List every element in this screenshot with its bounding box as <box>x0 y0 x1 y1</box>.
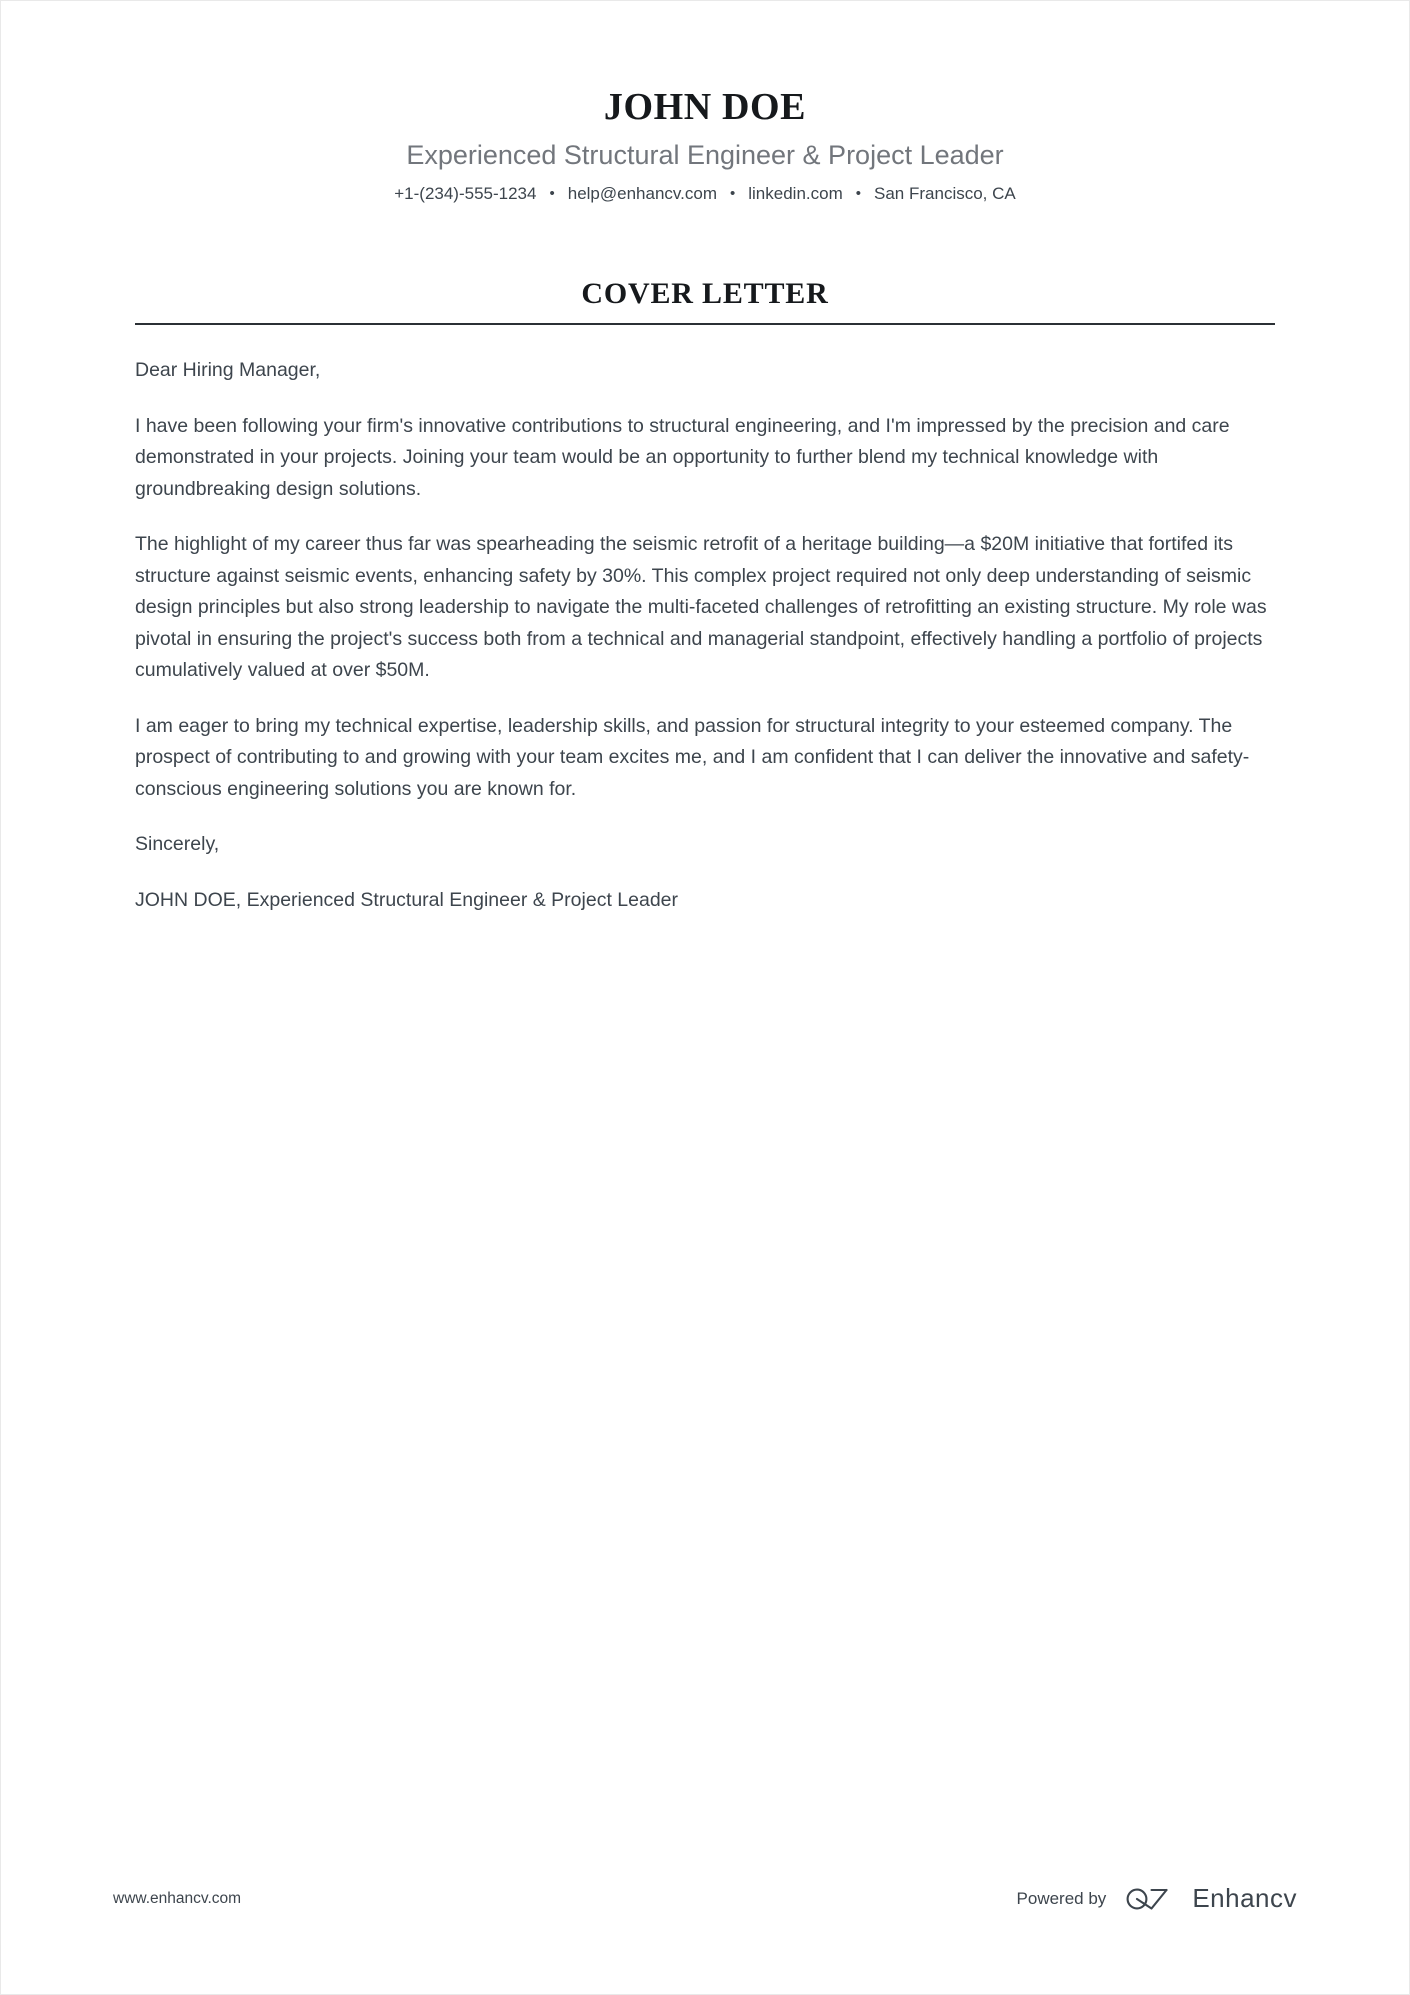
contact-location: San Francisco, CA <box>874 184 1016 204</box>
footer-website-url[interactable]: www.enhancv.com <box>113 1889 242 1907</box>
enhancv-mark-icon <box>1124 1884 1180 1914</box>
enhancv-wordmark: Enhancv <box>1192 1883 1297 1913</box>
letter-closing: Sincerely, <box>135 833 220 856</box>
enhancv-logo <box>1124 1883 1297 1914</box>
salutation: Dear Hiring Manager, <box>135 359 321 382</box>
contact-email[interactable]: help@enhancv.com <box>567 184 717 204</box>
contact-separator-icon: • <box>729 184 736 202</box>
contact-line <box>1 183 1409 205</box>
document-header <box>1 1 1409 205</box>
powered-by-label: Powered by <box>1016 1888 1107 1908</box>
cover-letter-section-header <box>135 205 1275 325</box>
letter-signature: JOHN DOE, Experienced Structural Engineer & Project Leader <box>135 888 679 911</box>
candidate-title: Experienced Structural Engineer & Project Leader <box>406 140 1004 171</box>
section-title: COVER LETTER <box>581 277 829 311</box>
letter-paragraph: I am eager to bring my technical expertise, leadership skills, and passion for structural integrity to your esteemed company. The prospect of contributing to and growing with your team excites me, and I am confident that I can deliver the innovative and safety-conscious engineering solutions you are known for. <box>135 714 1250 800</box>
letter-paragraph: The highlight of my career thus far was spearheading the seismic retrofit of a heritage building—a $20M initiative that fortifed its structure against seismic events, enhancing safety by 30%. This complex project required not only deep understanding of seismic design principles but also strong leadership to navigate the multi-faceted challenges of retrofitting an existing structure. My role was pivotal in ensuring the project's success both from a technical and managerial standpoint, effectively handling a portfolio of projects cumulatively valued at over $50M. <box>135 533 1267 682</box>
contact-separator-icon: • <box>855 184 862 202</box>
letter-body <box>135 325 1275 916</box>
candidate-name: JOHN DOE <box>603 86 807 128</box>
contact-linkedin[interactable]: linkedin.com <box>748 184 843 204</box>
contact-phone: +1-(234)-555-1234 <box>394 184 537 204</box>
document-footer <box>1 1883 1409 1914</box>
powered-by-block <box>1017 1883 1297 1914</box>
letter-paragraph: I have been following your firm's innovative contributions to structural engineering, and I'm impressed by the precision and care demonstrated in your projects. Joining your team would be an opportunity to further blend my technical knowledge with groundbreaking design solutions. <box>135 414 1230 500</box>
contact-separator-icon: • <box>549 184 555 202</box>
